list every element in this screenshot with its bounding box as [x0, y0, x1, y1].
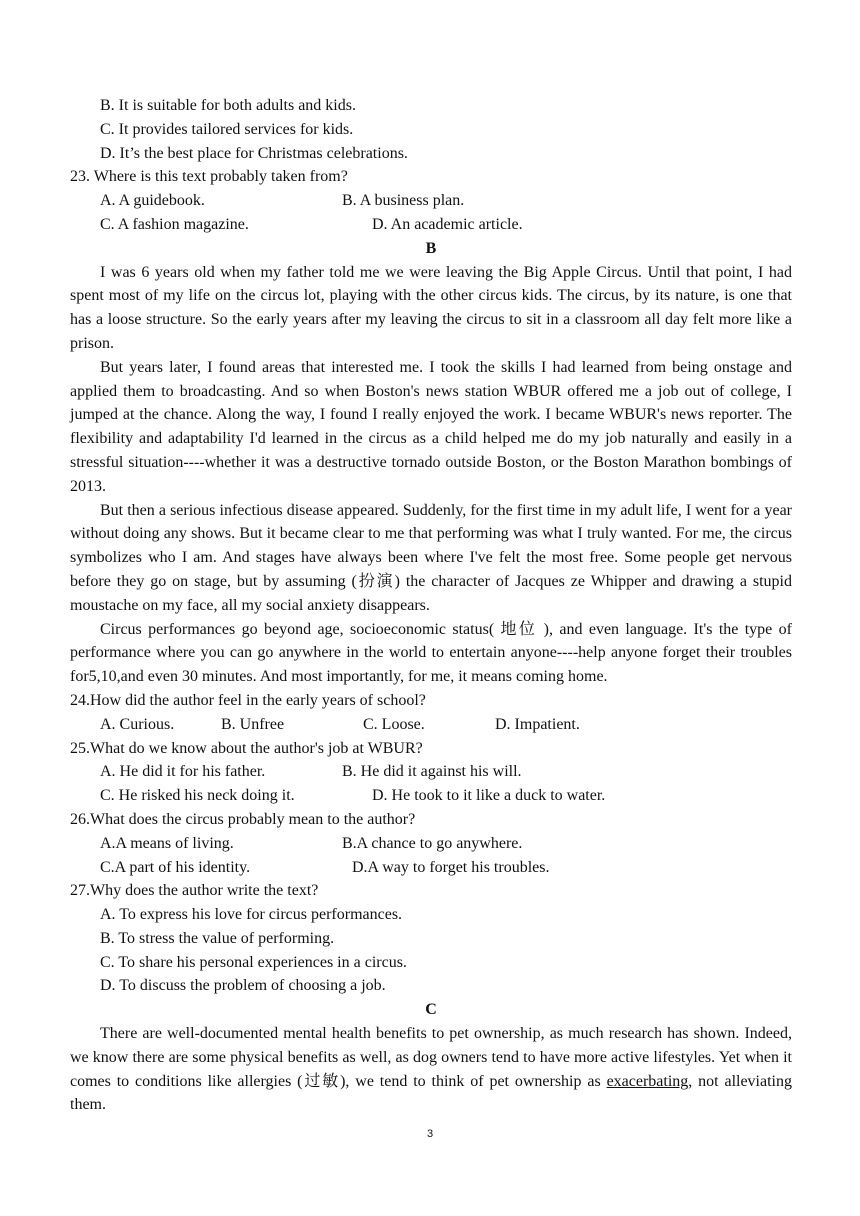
- q25-option-b: B. He did it against his will.: [342, 763, 522, 781]
- q24-option-c: C. Loose.: [363, 715, 425, 733]
- q25-option-a: A. He did it for his father.: [100, 763, 266, 781]
- q24-option-a: A. Curious.: [100, 715, 175, 733]
- section-c-p1-text-start: There are well-documented mental health benefits to pet ownership, as much research has shown. Indeed, we know there are some physical benefits as well, as dog owners tend to have more active lifestyles. Yet when it comes to conditions like allergies (过敏), we tend to think of pet ownership as: [70, 1025, 792, 1090]
- q26-options-row1: [70, 832, 792, 856]
- q25-option-c: C. He risked his neck doing it.: [100, 787, 295, 805]
- q24-option-d: D. Impatient.: [495, 715, 580, 733]
- q26-option-c: C.A part of his identity.: [100, 858, 251, 876]
- section-b-paragraph-2: But years later, I found areas that interested me. I took the skills I had learned from being onstage and applied them to broadcasting. And so when Boston's news station WBUR offered me a job out of college, I jumped at the chance. Along the way, I found I really enjoyed the work. I became WBUR's news reporter. The flexibility and adaptability I'd learned in the circus as a child helped me do my job naturally and easily in a stressful situation----whether it was a destructive tornado outside Boston, or the Boston Marathon bombings of 2013.: [70, 358, 792, 495]
- q23-option-d: D. An academic article.: [372, 215, 523, 233]
- q25-options-row1: [70, 760, 792, 784]
- q26-option-a: A.A means of living.: [100, 834, 234, 852]
- q23-option-b: B. A business plan.: [342, 192, 465, 210]
- q27-option-d: D. To discuss the problem of choosing a job.: [100, 977, 386, 995]
- section-c-heading: C: [425, 1001, 437, 1019]
- q22-option-c: C. It provides tailored services for kids.: [100, 120, 354, 138]
- q23-options-row2: [70, 213, 792, 237]
- q25-option-d: D. He took to it like a duck to water.: [372, 787, 606, 805]
- q24-options-row: [70, 713, 792, 737]
- q26-stem: 26.What does the circus probably mean to the author?: [70, 810, 416, 828]
- q27-option-b: B. To stress the value of performing.: [100, 929, 335, 947]
- q24-stem: 24.How did the author feel in the early years of school?: [70, 691, 426, 709]
- page-number: 3: [426, 1128, 434, 1140]
- q27-option-c: C. To share his personal experiences in a circus.: [100, 953, 407, 971]
- q26-options-row2: [70, 856, 792, 880]
- q22-option-d: D. It’s the best place for Christmas celebrations.: [100, 144, 408, 162]
- q27-stem: 27.Why does the author write the text?: [70, 882, 319, 900]
- q22-option-b: B. It is suitable for both adults and kids.: [100, 97, 356, 114]
- section-b-paragraph-3: But then a serious infectious disease appeared. Suddenly, for the first time in my adult life, I went for a year without doing any shows. But it became clear to me that performing was what I truly wanted. For me, the circus symbolizes who I am. And stages have always been where I've felt the most free. Some people get nervous before they go on stage, but by assuming (扮演) the character of Jacques ze Whipper and drawing a stupid moustache on my face, all my social anxiety disappears.: [70, 501, 792, 614]
- q27-option-a: A. To express his love for circus performances.: [100, 906, 403, 924]
- section-b-paragraph-1: I was 6 years old when my father told me we were leaving the Big Apple Circus. Until that point, I had spent most of my life on the circus lot, playing with the other circus kids. The circus, by its nature, is one that has a loose structure. So the early years after my leaving the circus to sit in a classroom all day felt more like a prison.: [70, 263, 792, 352]
- q24-option-b: B. Unfree: [221, 715, 285, 733]
- page-content: [70, 94, 792, 1117]
- section-c-p1-text-end: , not alleviating them.: [70, 1072, 792, 1114]
- q23-stem: 23. Where is this text probably taken from?: [70, 168, 348, 186]
- section-b-paragraph-4: Circus performances go beyond age, socioeconomic status( 地位 ), and even language. It's the type of performance where you can go anywhere in the world to entertain anyone----help anyone forget their troubles for5,10,and even 30 minutes. And most importantly, for me, it means coming home.: [70, 620, 792, 686]
- q23-options-row1: [70, 189, 792, 213]
- q26-option-b: B.A chance to go anywhere.: [342, 834, 523, 852]
- section-b-heading: B: [425, 239, 437, 257]
- q25-stem: 25.What do we know about the author's job at WBUR?: [70, 739, 423, 757]
- q25-options-row2: [70, 784, 792, 808]
- q26-option-d: D.A way to forget his troubles.: [352, 858, 550, 876]
- q23-option-a: A. A guidebook.: [100, 192, 205, 210]
- section-c-paragraph-1: [70, 1022, 792, 1117]
- underlined-word: exacerbating: [606, 1072, 689, 1090]
- q23-option-c: C. A fashion magazine.: [100, 215, 249, 233]
